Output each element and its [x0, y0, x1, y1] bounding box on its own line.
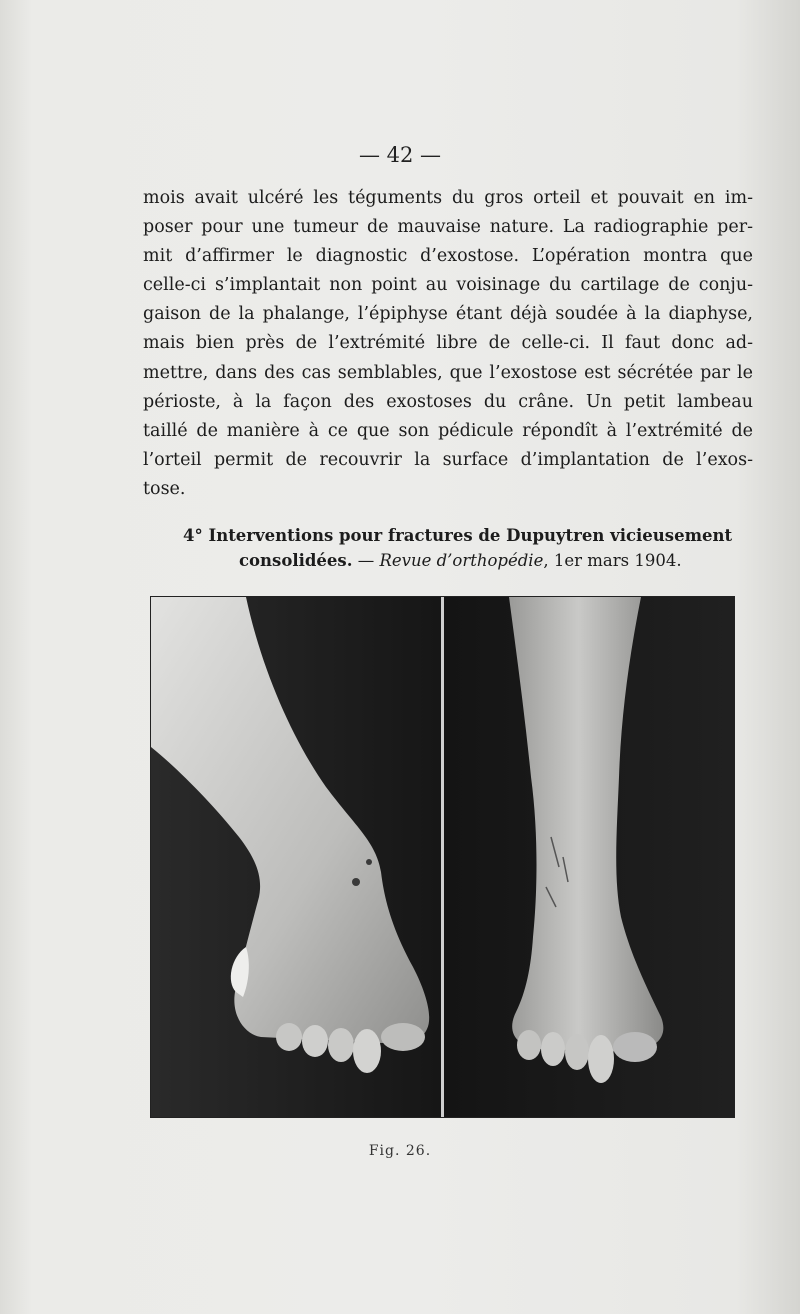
- left-toe: [302, 1025, 328, 1057]
- section-heading-line-2: [143, 549, 753, 574]
- text-line: tose.: [143, 478, 186, 499]
- text-line: celle-ci s’implantait non point au voisinage du cartilage de conju-: [143, 275, 753, 296]
- left-toe: [353, 1029, 381, 1073]
- body-paragraph: [143, 184, 753, 504]
- photo-divider: [441, 597, 444, 1117]
- figure-caption: Fig. 26.: [368, 1143, 432, 1159]
- publication-date: , 1er mars 1904.: [543, 550, 682, 570]
- section-title-end: consolidées.: [239, 550, 353, 570]
- text-line: gaison de la phalange, l’épiphyse étant déjà soudée à la diaphyse,: [143, 304, 753, 325]
- figure-photograph: [150, 596, 735, 1118]
- section-heading-line-1: [143, 524, 753, 549]
- right-toe: [517, 1030, 541, 1060]
- right-toe: [565, 1034, 589, 1070]
- text-line: poser pour une tumeur de mauvaise nature. La radiographie per-: [143, 217, 753, 238]
- section-dash: —: [352, 550, 380, 570]
- left-ankle-mark: [352, 878, 360, 886]
- text-line: taillé de manière à ce que son pédicule répondît à l’extrémité de: [143, 420, 753, 441]
- text-line: mit d’affirmer le diagnostic d’exostose. L’opération montra que: [143, 246, 753, 267]
- journal-name: Revue d’orthopédie: [379, 550, 544, 570]
- left-big-toe: [381, 1023, 425, 1051]
- left-toe: [276, 1023, 302, 1051]
- text-line: mettre, dans des cas semblables, que l’exostose est sécrétée par le: [143, 362, 753, 383]
- section-heading: [143, 524, 753, 573]
- text-line: mais bien près de l’extrémité libre de celle-ci. Il faut donc ad-: [143, 333, 753, 354]
- left-toe: [328, 1028, 354, 1062]
- right-big-toe: [613, 1032, 657, 1062]
- right-toe: [541, 1032, 565, 1066]
- text-line: périoste, à la façon des exostoses du crâne. Un petit lambeau: [143, 391, 753, 412]
- feet-photograph: [151, 597, 734, 1117]
- left-ankle-mark: [366, 859, 372, 865]
- page-number: — 42 —: [358, 143, 442, 167]
- text-line: l’orteil permit de recouvrir la surface d’implantation de l’exos-: [143, 449, 753, 470]
- section-title: 4° Interventions pour fractures de Dupuytren vicieusement: [183, 526, 733, 545]
- right-toe: [588, 1035, 614, 1083]
- text-line: mois avait ulcéré les téguments du gros orteil et pouvait en im-: [143, 188, 753, 208]
